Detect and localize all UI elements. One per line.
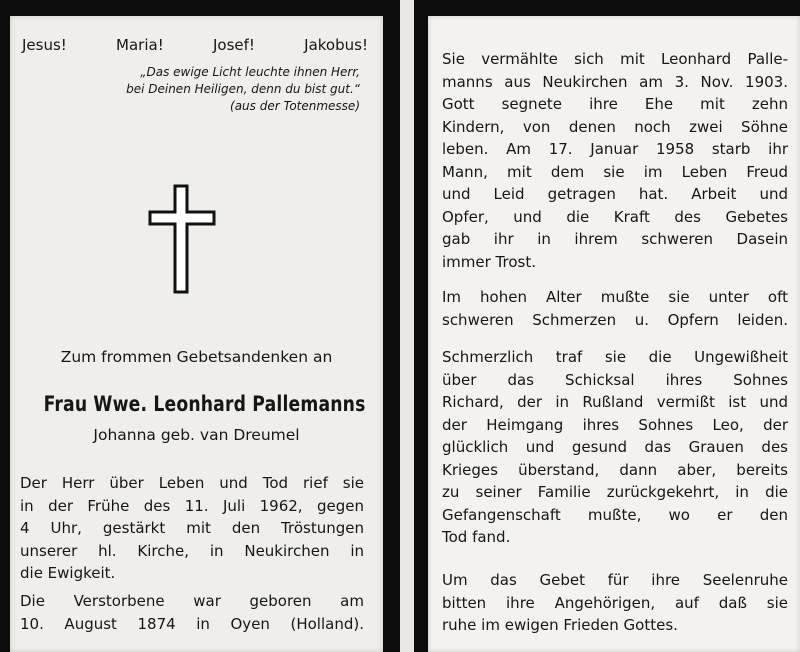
text-line: Sie vermählte sich mit Leonhard Palle- [442,50,788,68]
text-line: Krieges überstand, dann aber, bereits [442,460,788,479]
quote-line-2: bei Deinen Heiligen, denn du bist gut.“ [126,82,360,96]
invocation-josef: Josef! [212,36,255,54]
text-line: Kindern, von denen noch zwei Söhne [442,117,788,136]
text-line: Der Herr über Leben und Tod rief sie [20,474,364,492]
text-line: Tod fand. [442,528,511,546]
text-line: Um das Gebet für ihre Seelenruhe [442,571,788,589]
invocation-maria: Maria! [116,36,164,54]
text-line: und Leid getragen hat. Arbeit und [442,185,788,203]
quote-line-1: „Das ewige Licht leuchte ihnen Herr, [140,65,360,79]
text-line: Mann, mit dem sie im Leben Freud [442,162,788,181]
text-line: schweren Schmerzen u. Opfern leiden. [442,310,788,329]
memorial-card-front [10,16,383,652]
text-line: Richard, der in Rußland vermißt ist und [442,393,788,411]
text-line: gab ihr in ihrem schweren Dasein [442,230,788,248]
text-line: Gott segnete ihre Ehe mit zehn [442,95,788,113]
text-line: manns aus Neukirchen am 3. Nov. 1903. [442,72,788,91]
invocation-line [22,36,368,54]
dedication-intro: Zum frommen Gebetsandenken an [60,348,333,366]
birth-name: Johanna geb. van Dreumel [93,426,300,444]
memorial-card-back [428,16,800,652]
life-paragraph [442,48,788,273]
text-line: Schmerzlich traf sie die Ungewißheit [442,348,788,366]
text-line: Gefangenschaft mußte, wo er den [442,505,788,524]
text-line: Die Verstorbene war geboren am [20,592,364,610]
prayer-request-paragraph [442,569,788,637]
text-line: über das Schicksal ihres Sohnes [442,370,788,389]
text-line: Opfer, und die Kraft des Gebetes [442,207,788,226]
invocation-jakobus: Jakobus! [304,36,368,54]
quote-source: (aus der Totenmesse) [230,99,360,113]
fold-strip [400,0,414,652]
text-line: leben. Am 17. Januar 1958 starb ihr [442,140,788,158]
old-age-paragraph [442,286,788,331]
text-line: 4 Uhr, gestärkt mit den Tröstungen [20,519,364,537]
text-line: bitten ihre Angehörigen, auf daß sie [442,593,788,612]
text-line: glücklich und gesund das Grauen des [442,438,788,456]
text-line: unserer hl. Kirche, in Neukirchen in [20,541,364,560]
invocation-jesus: Jesus! [22,36,67,54]
birth-notice-paragraph [20,590,364,635]
sons-paragraph [442,346,788,549]
text-line: ruhe im ewigen Frieden Gottes. [442,616,678,634]
text-line: zu seiner Familie zurückgekehrt, in die [442,483,788,501]
deceased-name: Frau Wwe. Leonhard Pallemanns [43,392,366,416]
text-line: in der Frühe des 11. Juli 1962, gegen [20,496,364,515]
text-line: der Heimgang ihres Sohnes Leo, der [442,415,788,434]
text-line: 10. August 1874 in Oyen (Holland). [20,614,364,633]
requiem-quote [60,64,360,115]
text-line: die Ewigkeit. [20,564,116,582]
text-line: immer Trost. [442,252,536,271]
latin-cross-icon [148,184,216,294]
text-line: Im hohen Alter mußte sie unter oft [442,288,788,306]
death-notice-paragraph [20,472,364,585]
